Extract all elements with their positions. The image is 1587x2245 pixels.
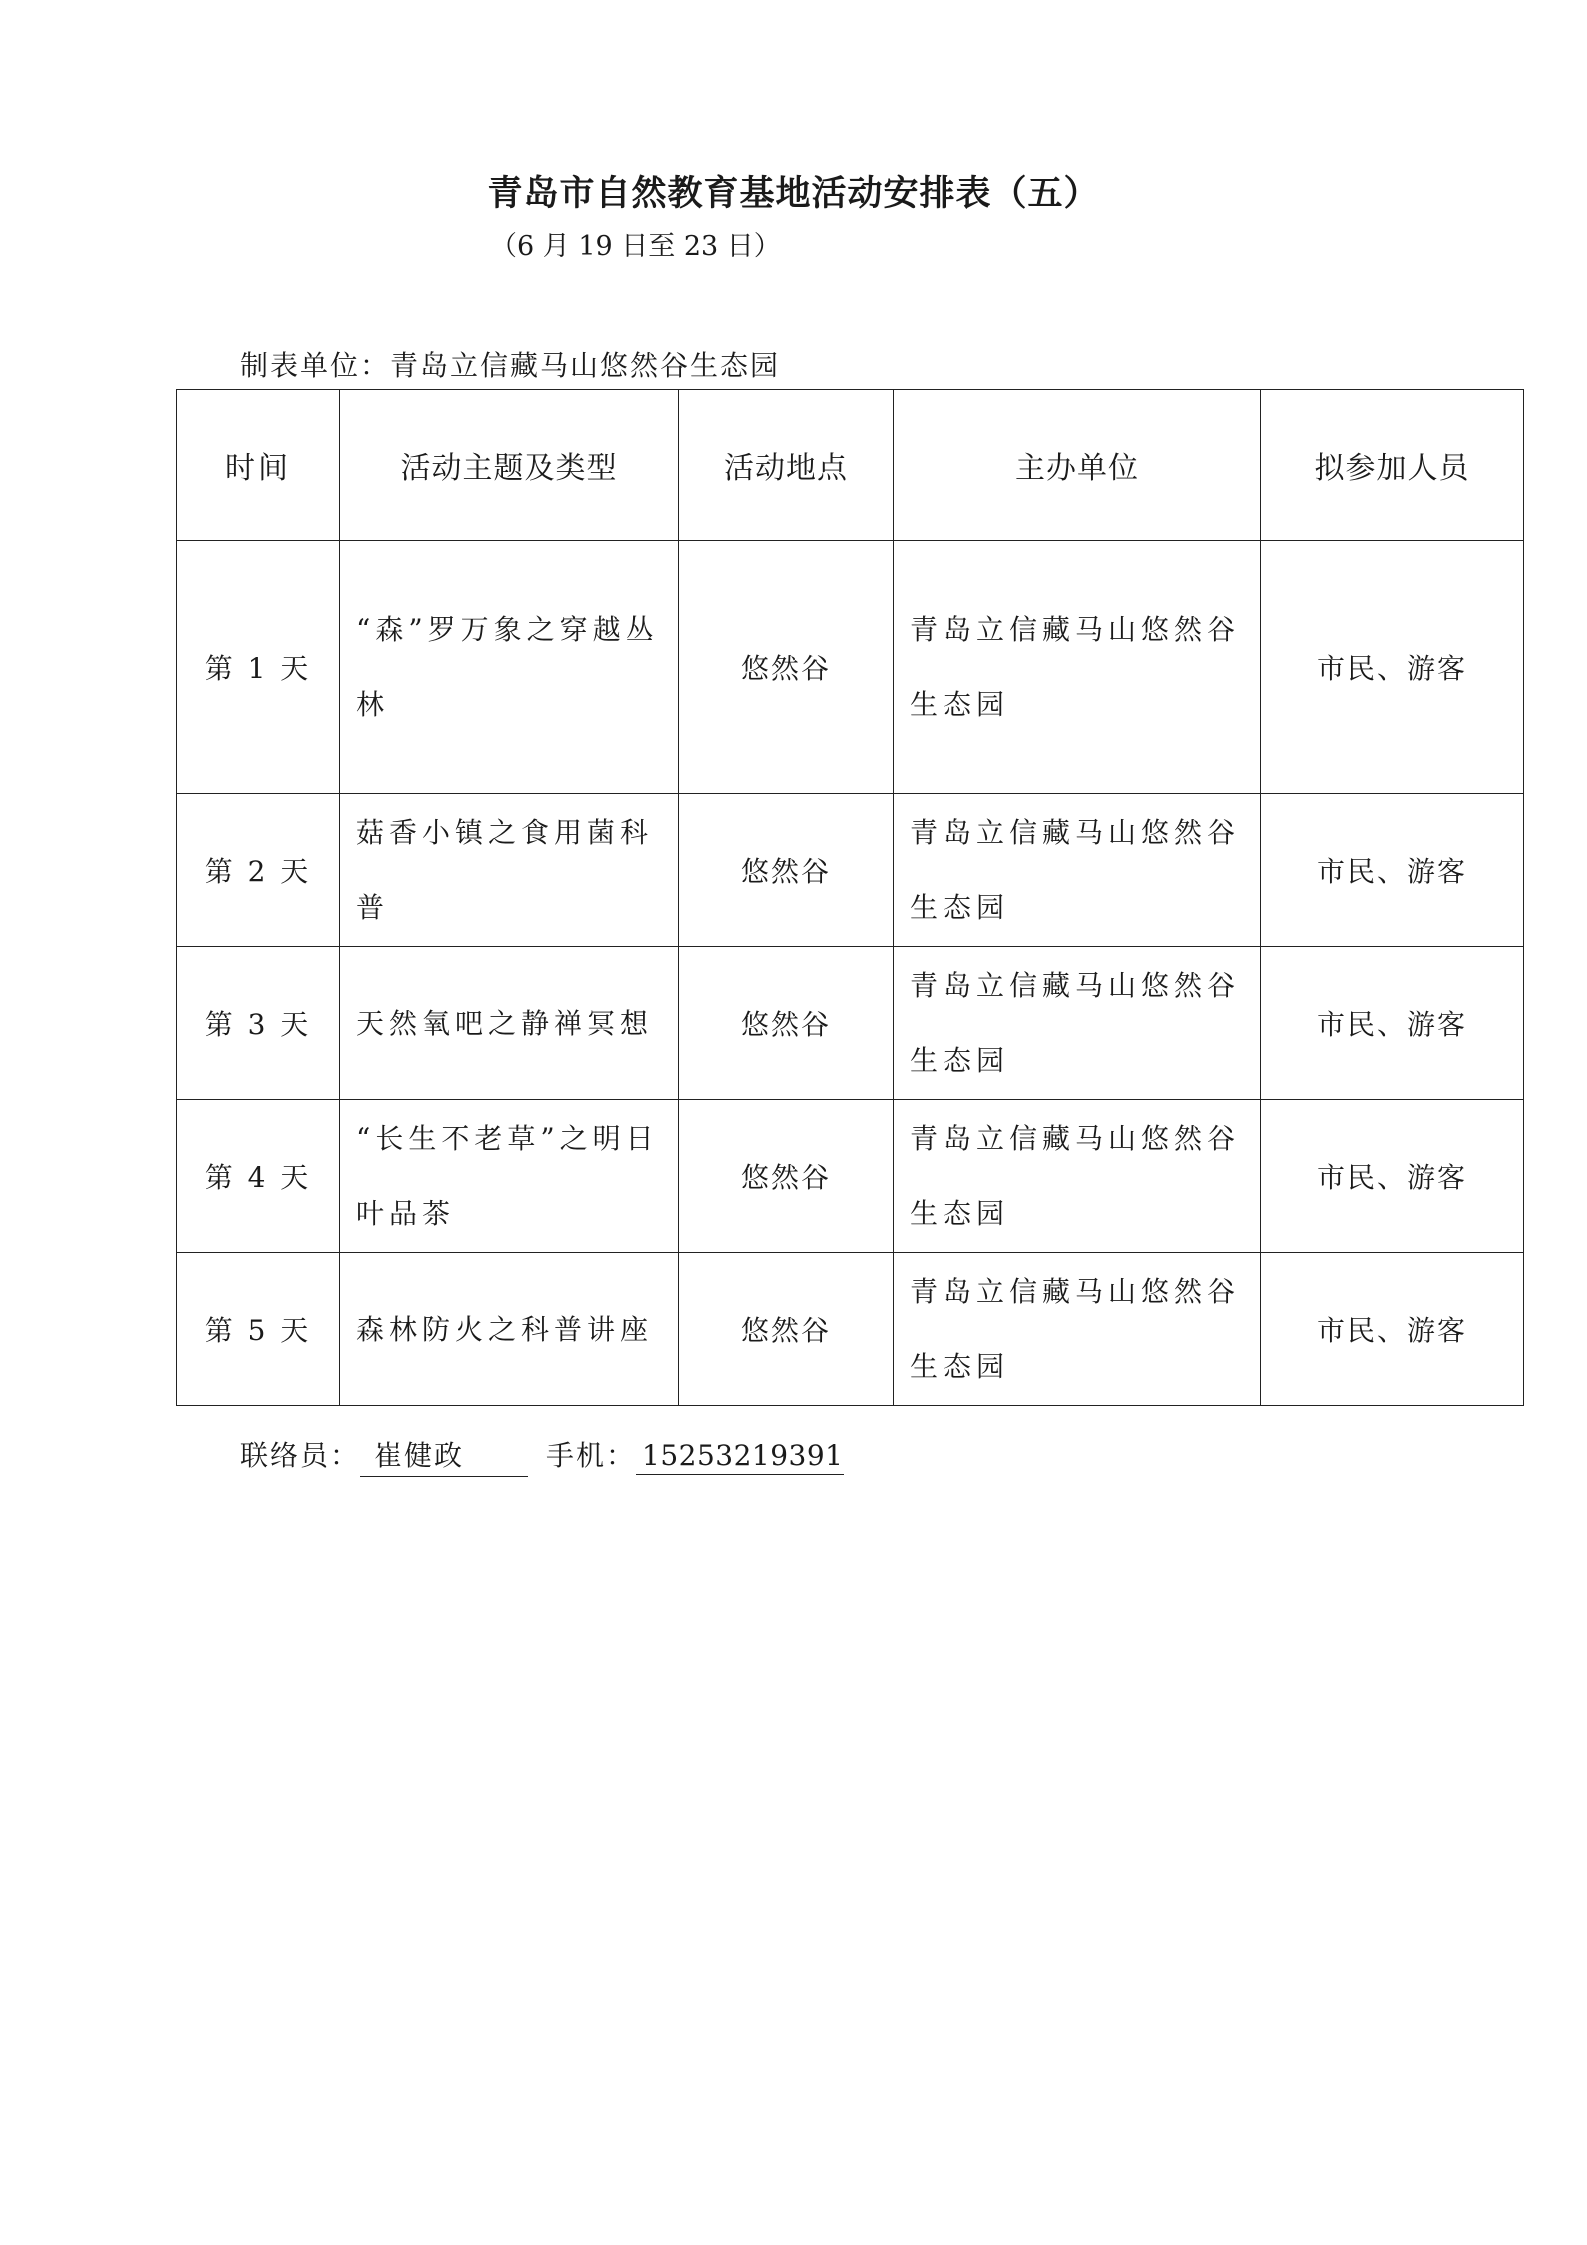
page-title: 青岛市自然教育基地活动安排表（五）	[487, 174, 1100, 214]
cell-people: 市民、游客	[1261, 541, 1524, 794]
cell-people: 市民、游客	[1261, 947, 1524, 1100]
cell-host	[894, 1100, 1261, 1253]
maker-line	[240, 344, 780, 384]
cell-host	[894, 1253, 1261, 1406]
topic-text: 天然氧吧之静禅冥想	[356, 1006, 654, 1040]
cell-topic	[340, 794, 679, 947]
topic-text: “长生不老草”之明日叶品茶	[356, 1122, 659, 1230]
cell-people: 市民、游客	[1261, 1100, 1524, 1253]
cell-time: 第 3 天	[177, 947, 340, 1100]
header-time: 时间	[177, 390, 340, 541]
topic-text: 森林防火之科普讲座	[356, 1312, 654, 1346]
header-people: 拟参加人员	[1261, 390, 1524, 541]
cell-place: 悠然谷	[679, 794, 894, 947]
cell-host	[894, 541, 1261, 794]
cell-people: 市民、游客	[1261, 1253, 1524, 1406]
maker-value: 青岛立信藏马山悠然谷生态园	[390, 349, 781, 382]
liaison-name: 崔健政	[360, 1434, 528, 1477]
table-row	[177, 1100, 1524, 1253]
phone-label: 手机：	[546, 1439, 637, 1472]
host-text: 青岛立信藏马山悠然谷生态园	[910, 1122, 1241, 1230]
table-row	[177, 541, 1524, 794]
host-text: 青岛立信藏马山悠然谷生态园	[910, 816, 1241, 924]
date-range-subtitle: （6 月 19 日至 23 日）	[490, 231, 781, 262]
liaison-label: 联络员：	[240, 1439, 361, 1472]
cell-time: 第 1 天	[177, 541, 340, 794]
cell-people: 市民、游客	[1261, 794, 1524, 947]
topic-text: “森”罗万象之穿越丛林	[356, 613, 659, 721]
maker-label: 制表单位：	[240, 349, 391, 382]
cell-host	[894, 794, 1261, 947]
table-row	[177, 947, 1524, 1100]
cell-place: 悠然谷	[679, 1253, 894, 1406]
table-row	[177, 794, 1524, 947]
phone-number: 15253219391	[636, 1439, 844, 1475]
cell-place: 悠然谷	[679, 541, 894, 794]
cell-topic	[340, 947, 679, 1100]
cell-time: 第 2 天	[177, 794, 340, 947]
host-text: 青岛立信藏马山悠然谷生态园	[910, 969, 1241, 1077]
header-host: 主办单位	[894, 390, 1261, 541]
contact-line	[240, 1434, 844, 1477]
cell-topic	[340, 1100, 679, 1253]
cell-place: 悠然谷	[679, 1100, 894, 1253]
cell-place: 悠然谷	[679, 947, 894, 1100]
cell-time: 第 4 天	[177, 1100, 340, 1253]
table-header-row	[177, 390, 1524, 541]
table-row	[177, 1253, 1524, 1406]
activity-schedule-table	[176, 389, 1524, 1406]
cell-topic	[340, 1253, 679, 1406]
topic-text: 菇香小镇之食用菌科普	[356, 816, 654, 924]
host-text: 青岛立信藏马山悠然谷生态园	[910, 1275, 1241, 1383]
header-place: 活动地点	[679, 390, 894, 541]
host-text: 青岛立信藏马山悠然谷生态园	[910, 613, 1241, 721]
header-topic: 活动主题及类型	[340, 390, 679, 541]
cell-time: 第 5 天	[177, 1253, 340, 1406]
cell-topic	[340, 541, 679, 794]
cell-host	[894, 947, 1261, 1100]
